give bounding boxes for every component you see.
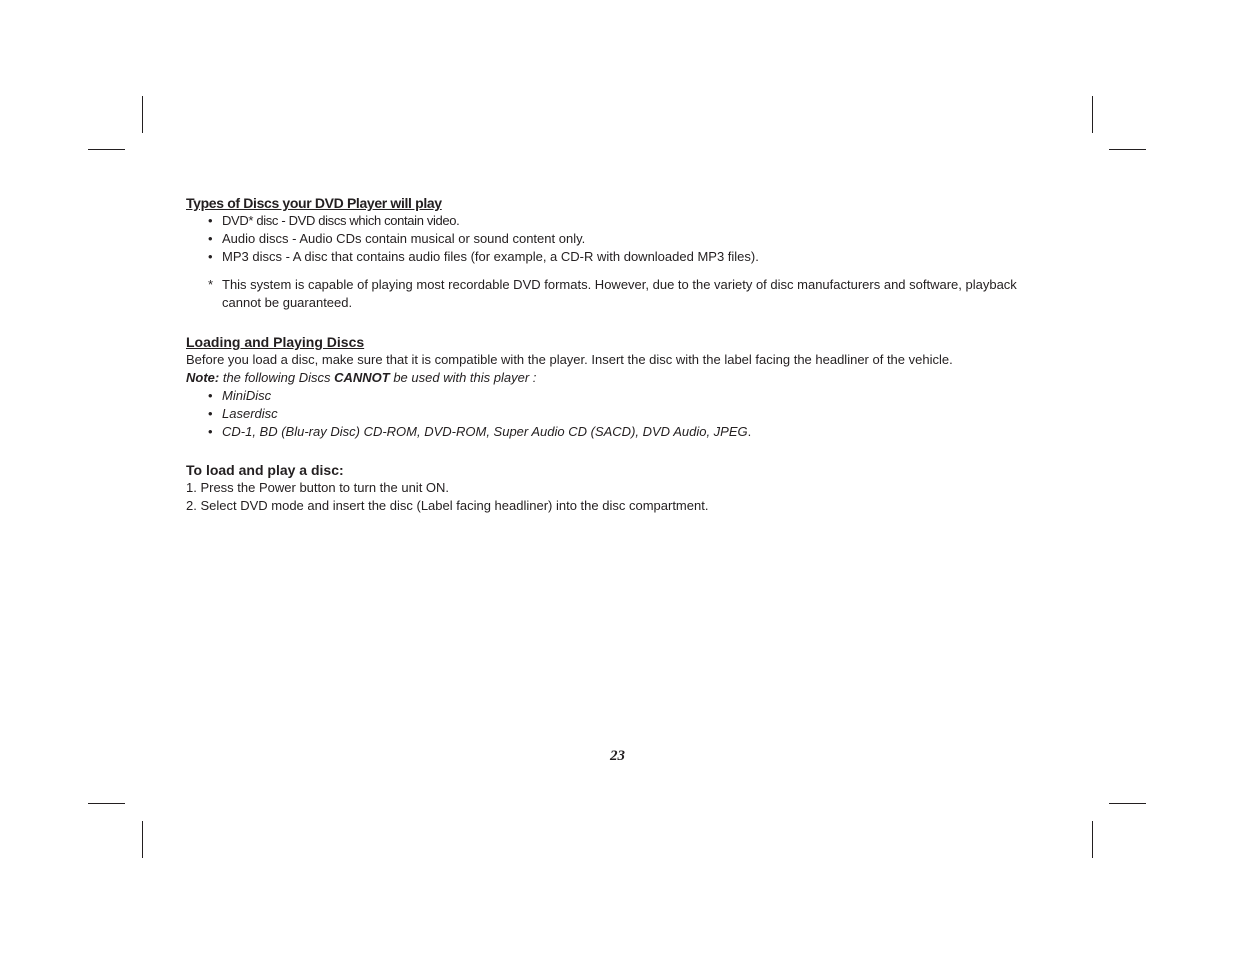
bullet-icon: • — [208, 213, 213, 228]
list-item — [208, 248, 1046, 266]
list-item-text: MiniDisc — [222, 388, 272, 403]
disc-types-list — [186, 212, 1046, 266]
footnote — [186, 276, 1046, 312]
list-item — [208, 230, 1046, 248]
list-item-suffix: . — [747, 424, 752, 439]
crop-mark-top-left-horizontal — [88, 149, 125, 150]
crop-mark-bottom-right-vertical — [1092, 821, 1093, 858]
crop-mark-bottom-left-horizontal — [88, 803, 125, 804]
section-load-and-play — [186, 461, 1046, 515]
bullet-icon: • — [208, 406, 213, 421]
list-item — [208, 423, 1046, 441]
section-disc-types — [186, 194, 1046, 312]
note-text: be used with this player : — [389, 370, 537, 385]
page-number: 23 — [610, 748, 625, 764]
crop-mark-bottom-left-vertical — [142, 821, 143, 858]
footnote-text: This system is capable of playing most recordable DVD formats. However, due to the variety of disc manufacturers and software, playback cannot be guaranteed. — [222, 277, 1017, 310]
list-item-text: MP3 discs - A disc that contains audio files (for example, a CD-R with downloaded MP3 files). — [222, 249, 759, 264]
bullet-icon: • — [208, 424, 213, 439]
list-item — [208, 212, 1046, 230]
bullet-icon: • — [208, 388, 213, 403]
unsupported-discs-list — [186, 387, 1046, 441]
step-item: 2. Select DVD mode and insert the disc (Label facing headliner) into the disc compartment. — [186, 498, 709, 513]
section-loading-discs — [186, 333, 1046, 441]
step-item: 1. Press the Power button to turn the unit ON. — [186, 480, 450, 495]
page-content — [186, 194, 1046, 515]
list-item-text: CD-1, BD (Blu-ray Disc) CD-ROM, DVD-ROM, Super Audio CD (SACD), DVD Audio, JPEG — [222, 424, 748, 439]
section-heading-loading-discs: Loading and Playing Discs — [186, 334, 365, 350]
crop-mark-top-right-horizontal — [1109, 149, 1146, 150]
list-item — [208, 387, 1046, 405]
loading-intro-text: Before you load a disc, make sure that it is compatible with the player. Insert the disc with the label facing the headliner of the vehicle. — [186, 352, 953, 367]
crop-mark-bottom-right-horizontal — [1109, 803, 1146, 804]
section-heading-disc-types: Types of Discs your DVD Player will play — [186, 195, 442, 211]
note-text: the following Discs — [219, 370, 335, 385]
crop-mark-top-left-vertical — [142, 96, 143, 133]
bullet-icon: • — [208, 231, 213, 246]
list-item — [208, 405, 1046, 423]
footnote-marker: * — [208, 277, 214, 292]
note-label: Note: — [186, 370, 220, 385]
list-item-text: DVD* disc - DVD discs which contain video. — [222, 213, 460, 228]
list-item-text: Laserdisc — [222, 406, 278, 421]
note-emphasis: CANNOT — [334, 370, 390, 385]
note-line — [186, 369, 1046, 387]
section-heading-load-and-play: To load and play a disc: — [186, 462, 344, 478]
crop-mark-top-right-vertical — [1092, 96, 1093, 133]
list-item-text: Audio discs - Audio CDs contain musical or sound content only. — [222, 231, 586, 246]
bullet-icon: • — [208, 249, 213, 264]
